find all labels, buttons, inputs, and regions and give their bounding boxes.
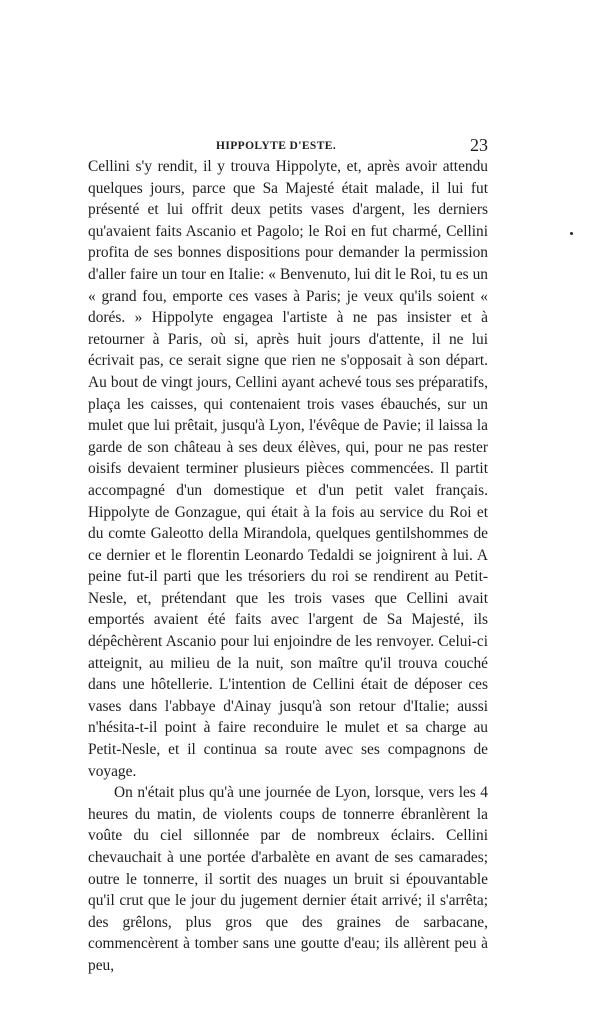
body-text	[88, 156, 488, 977]
running-title: HIPPOLYTE D'ESTE.	[216, 140, 337, 152]
page-number: 23	[470, 135, 488, 155]
running-header	[88, 136, 488, 156]
paragraph-2: On n'était plus qu'à une journée de Lyon, lorsque, vers les 4 heures du matin, de violents coups de tonnerre ébranlèrent la voûte du ciel sillonnée par de nombreux éclairs. Cellini chevauchait à une portée d'arbalète en avant de ses camarades; outre le tonnerre, il sortit des nuages un bruit si épouvantable qu'il crut que le jour du jugement dernier était arrivé; il s'arrêta; des grêlons, plus gros que des graines de sarbacane, commencèrent à tomber sans une goutte d'eau; ils allèrent peu à peu,	[88, 784, 488, 974]
ink-speck	[570, 232, 573, 235]
paragraph-1: Cellini s'y rendit, il y trouva Hippolyte, et, après avoir attendu quelques jours, parce que Sa Majesté était malade, il lui fut présenté et lui offrit deux petits vases d'argent, les derniers qu'avaient faits Ascanio et Pagolo; le Roi en fut charmé, Cellini profita de ses bonnes dispositions pour demander la permission d'aller faire un tour en Italie: « Benvenuto, lui dit le Roi, tu es un « grand fou, emporte ces vases à Paris; je veux qu'ils soient « dorés. » Hippolyte engagea l'artiste à ne pas insister et à retourner à Paris, où si, après huit jours d'attente, il ne lui écrivait pas, ce serait signe que rien ne s'opposait à son départ. Au bout de vingt jours, Cellini ayant achevé tous ses préparatifs, plaça les caisses, qui contenaient trois vases ébauchés, sur un mulet que lui prêtait, jusqu'à Lyon, l'évêque de Pavie; il laissa la garde de son château à ses deux élèves, qui, pour ne pas rester oisifs devaient terminer plusieurs pièces commencées. Il partit accompagné d'un domestique et d'un petit valet français. Hippolyte de Gonzague, qui était à la fois au service du Roi et du comte Galeotto della Mirandola, quelques gentilshommes de ce dernier et le florentin Leonardo Tedaldi se joignirent à lui. A peine fut-il parti que les trésoriers du roi se rendirent au Petit-Nesle, et, prétendant que les trois vases que Cellini avait emportés avaient été faits avec l'argent de Sa Majesté, ils dépêchèrent Ascanio pour lui enjoindre de les renvoyer. Celui-ci atteignit, au milieu de la nuit, son maître qu'il trouva couché dans une hôtellerie. L'intention de Cellini était de déposer ces vases dans l'abbaye d'Ainay jusqu'à son retour d'Italie; aussi n'hésita-t-il point à faire reconduire le mulet et sa charge au Petit-Nesle, et il continua sa route avec ses compagnons de voyage.	[88, 158, 488, 780]
